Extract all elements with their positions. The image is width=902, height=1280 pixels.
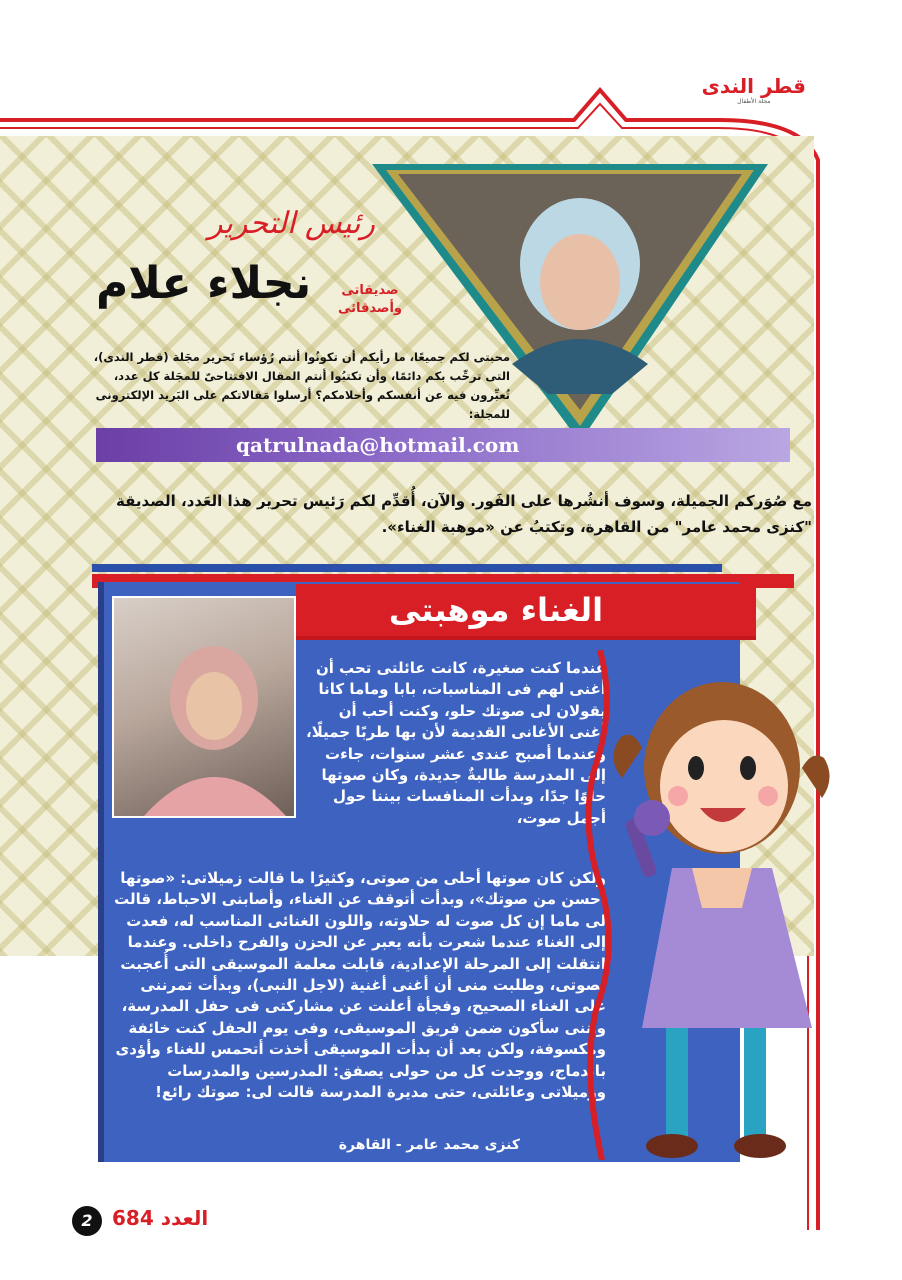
author-photo-illustration [114,598,294,816]
issue-number: العدد 684 [112,1206,209,1230]
magazine-logo [702,74,806,105]
lead-paragraph: مع صُوَركم الجميلة، وسوف أنشُرها على الفَور. والآن، أُقدِّم لكم رَئيس تحرير هذا العَدد، الصديقة "كنزى محمد عامر" من القاهرة، وتكتبُ عن «موهبة الغناء». [116,492,812,536]
singing-girl-illustration [612,668,832,1168]
page-number: 2 [72,1206,102,1236]
author-photo [112,596,296,818]
editor-in-chief-label: رئيس التحرير [208,206,376,241]
article-top-stripe-blue [92,564,722,572]
email-address[interactable]: qatrulnada@hotmail.com [236,433,520,457]
article-title: الغناء موهبتى [388,591,604,629]
article-body-rest: ولكن كان صوتها أحلى من صوتى، وكثيرًا ما قالت زميلاتى: «صوتها أحسن من صوتك»، وبدأت أتوقف عن الغناء، وأصابنى الاحباط، قالت لى ماما إن كل صوت له حلاوته، واللون الغنائى المناسب له، فعدت إلى الغناء عندما شعرت بأنه يعبر عن الحزن والفرح داخلى. وعندما انتقلت إلى المرحلة الإعدادية، قابلت معلمة الموسيقى التى أُعجبت بصوتى، وطلبت منى أن أغنى أغنية (لاجل النبى)، وبدأت تمرننى على الغناء الصحيح، وفجأة أعلنت عن مشاركتى فى حفل المدرسة، وأننى سأكون ضمن فريق الموسيقى، وفى يوم الحفل كنت خائفة ومكسوفة، ولكن بعد أن بدأت الموسيقى أخذت أتحمس للغناء وأؤدى باندماج، ووجدت كل من حولى يصفق: المدرسين والمدرسات وزميلاتى وعائلتى، حتى مديرة المدرسة قالت لى: صوتك رائع! [114,869,606,1102]
greeting-line-1: صديقاتى [341,283,399,298]
author-signature: كنزى محمد عامر - القاهرة [338,1137,520,1153]
logo-text: قطر الندى [701,74,806,98]
editor-name: نجلاء علام [96,258,312,309]
greeting-line-2: وأصدقائى [337,301,403,316]
article-body-top: عندما كنت صغيرة، كانت عائلتى تحب أن أغنى لهم فى المناسبات، بابا وماما كانا يقولان لى صوتك حلو، وكنت أحب أن أغنى الأغانى القديمة لأن بها طربًا جميلًا، وعندما أصبح عندى عشر سنوات، جاءت إلى المدرسة طالبةٌ جديدة، وكان صوتها حلوًا جدًا، وبدأت المنافسات بيننا حول أجمل صوت، [306,659,606,827]
intro-paragraph: محبتى لكم جميعًا، ما رأيكم أن تكونُوا أنتم رُؤساء تَحرير مجَلة (قطر الندى)، التى ترحِّب بكم دائمًا، وأن تكتبُوا أنتم المقال الافتتاحىّ للمجَلة كل عدد، تُعبِّرون فيه عن أنفسكم وأحلامكم؟ أرسلوا مَقالاتكم على البَريد الإلكترونى للمجلة: [93,350,510,421]
greeting [320,282,420,318]
logo-tagline: مجلة الأطفال [737,98,771,105]
